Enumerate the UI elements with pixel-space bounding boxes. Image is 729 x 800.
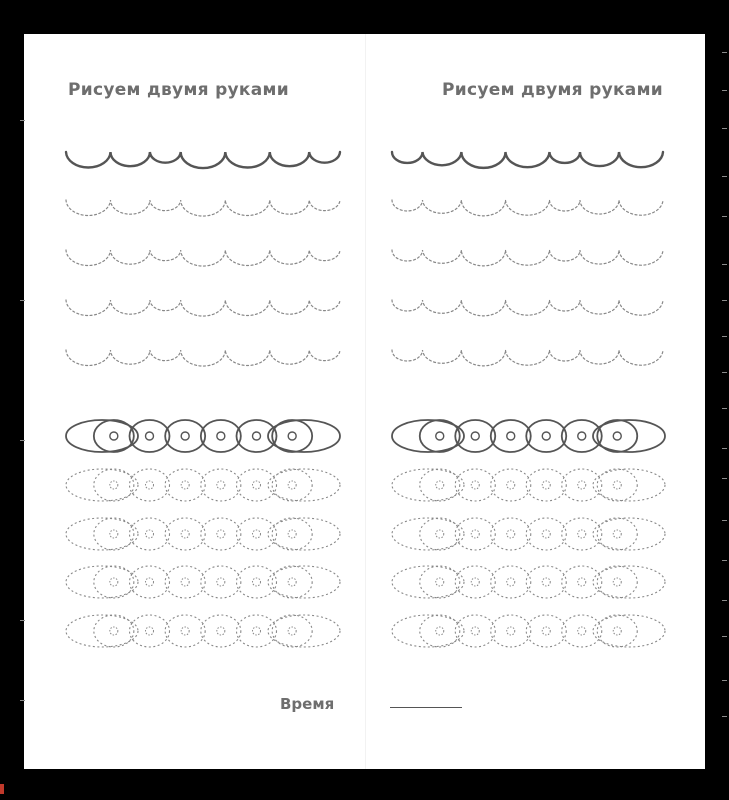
oval-row-right-1 — [392, 420, 665, 452]
corner-mark — [0, 784, 4, 794]
edge-tick — [722, 300, 727, 301]
edge-tick — [722, 372, 727, 373]
edge-tick — [722, 408, 727, 409]
arc-row-left-3 — [66, 250, 340, 266]
edge-tick — [722, 560, 727, 561]
arc-row-left-4 — [66, 300, 340, 316]
oval-row-left-3 — [66, 518, 340, 550]
edge-tick — [722, 264, 727, 265]
oval-row-left-5 — [66, 615, 340, 647]
oval-row-left-2 — [66, 469, 340, 501]
arc-row-right-2 — [392, 200, 663, 216]
oval-row-right-4 — [392, 566, 665, 598]
oval-row-right-3 — [392, 518, 665, 550]
oval-row-right-5 — [392, 615, 665, 647]
edge-tick — [722, 600, 727, 601]
edge-tick — [20, 120, 25, 121]
time-answer-line[interactable] — [390, 707, 462, 708]
arc-row-right-3 — [392, 250, 663, 266]
edge-tick — [722, 478, 727, 479]
arc-row-right-5 — [392, 350, 663, 366]
arc-patterns-left — [66, 152, 340, 366]
edge-tick — [722, 716, 727, 717]
oval-row-left-1 — [66, 420, 340, 452]
arc-row-right-4 — [392, 300, 663, 316]
arc-row-left-1 — [66, 152, 340, 168]
tracing-patterns — [24, 34, 705, 769]
edge-tick — [20, 300, 25, 301]
edge-tick — [722, 52, 727, 53]
title-right: Рисуем двумя руками — [442, 80, 663, 100]
arc-row-left-2 — [66, 200, 340, 216]
edge-tick — [20, 440, 25, 441]
oval-patterns-right — [392, 420, 665, 647]
oval-row-right-2 — [392, 469, 665, 501]
title-left: Рисуем двумя руками — [68, 80, 289, 100]
oval-patterns-left — [66, 420, 340, 647]
edge-tick — [722, 90, 727, 91]
edge-tick — [722, 636, 727, 637]
worksheet-page — [24, 34, 705, 769]
edge-tick — [20, 620, 25, 621]
edge-tick — [722, 680, 727, 681]
edge-tick — [722, 336, 727, 337]
time-label: Время — [280, 695, 335, 713]
edge-tick — [722, 448, 727, 449]
edge-tick — [722, 520, 727, 521]
arc-row-left-5 — [66, 350, 340, 366]
arc-patterns-right — [392, 152, 663, 366]
edge-tick — [20, 700, 25, 701]
arc-row-right-1 — [392, 152, 663, 168]
edge-tick — [722, 216, 727, 217]
oval-row-left-4 — [66, 566, 340, 598]
edge-tick — [722, 176, 727, 177]
edge-tick — [722, 128, 727, 129]
